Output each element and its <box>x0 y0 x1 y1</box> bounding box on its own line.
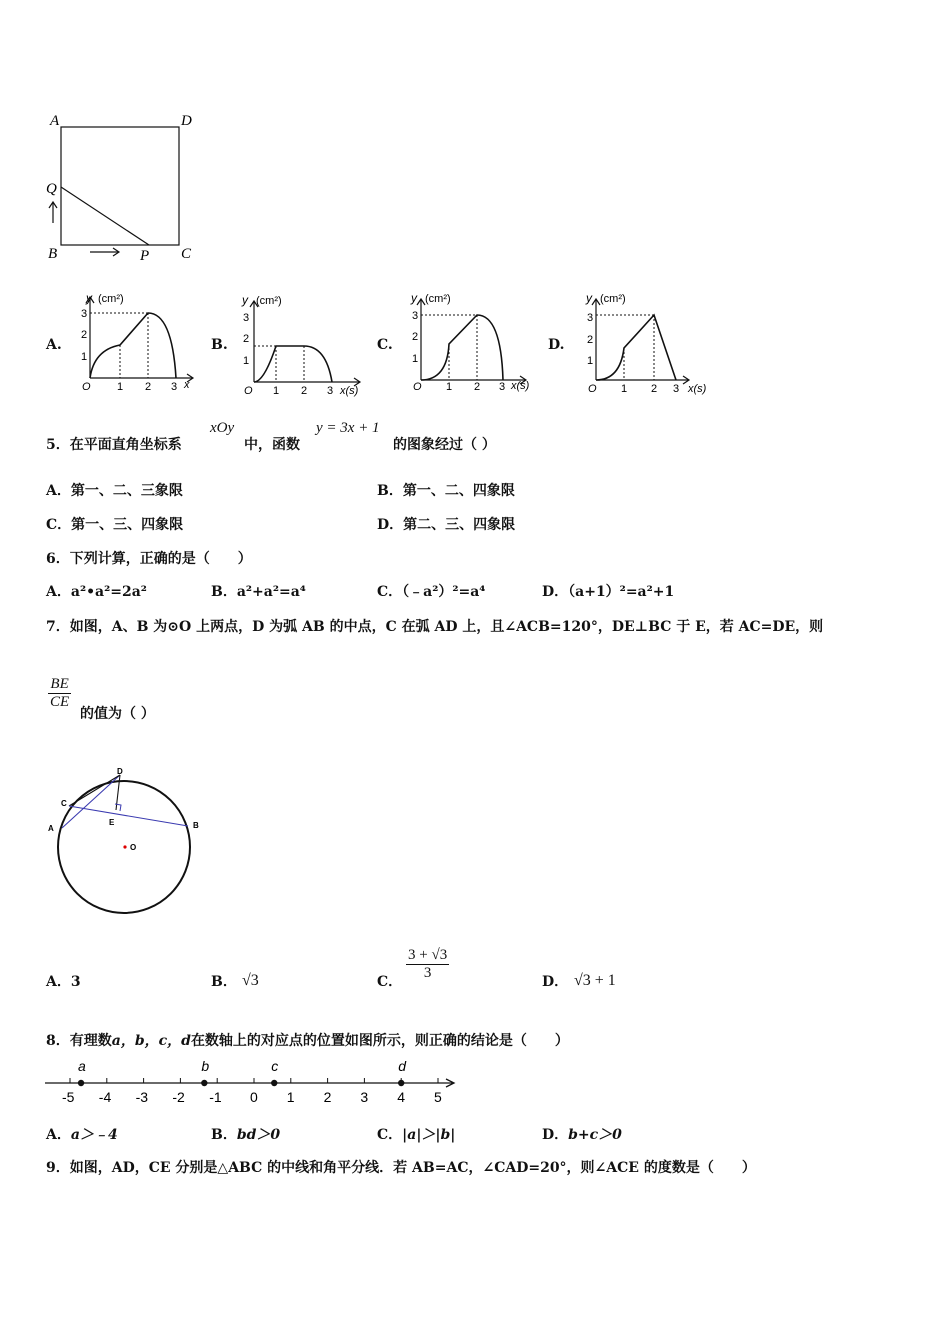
q7-option-a: A．3 <box>46 974 81 990</box>
svg-text:1: 1 <box>243 355 250 367</box>
svg-text:x: x <box>184 379 190 391</box>
svg-text:1: 1 <box>587 355 594 367</box>
svg-text:y: y <box>242 293 248 307</box>
svg-text:1: 1 <box>81 351 88 363</box>
q5-function: y = 3x + 1 <box>316 420 380 436</box>
svg-text:x(s): x(s) <box>688 383 707 395</box>
svg-text:3: 3 <box>81 308 88 320</box>
q5-option-a: A．第一、二、三象限 <box>46 483 183 499</box>
point-d <box>398 1080 404 1086</box>
label-A: A <box>48 824 54 833</box>
svg-text:3: 3 <box>673 383 680 395</box>
q7-circle-figure <box>42 760 222 925</box>
q4-option-d-label: D. <box>548 337 565 353</box>
svg-text:3: 3 <box>171 381 178 393</box>
q7-fraction-num: BE <box>48 676 71 694</box>
tick-label: -3 <box>135 1089 149 1105</box>
q7-stem: 7．如图，A、B 为⊙O 上两点，D 为弧 AB 的中点，C 在弧 AD 上，且∠ACB=120°，DE⊥BC 于 E，若 AC=DE，则 <box>46 619 824 635</box>
q4-option-b-label: B. <box>211 337 228 353</box>
q7-option-b-value: √3 <box>242 972 259 989</box>
q7-frac-suffix: 的值为（ ） <box>80 706 155 722</box>
q4-graph-a <box>72 288 202 396</box>
tick-label: -1 <box>209 1089 222 1105</box>
label-E: E <box>109 818 115 827</box>
svg-text:y: y <box>411 291 417 305</box>
label-D: D <box>181 113 192 129</box>
q5-coord-system: xOy <box>210 420 235 436</box>
svg-text:3: 3 <box>412 310 419 322</box>
q8-option-d: D．b+c＞0 <box>542 1127 622 1143</box>
q8-option-b: B．bd＞0 <box>211 1127 281 1143</box>
svg-text:2: 2 <box>474 381 481 393</box>
svg-text:2: 2 <box>145 381 152 393</box>
q8-stem: 8．有理数a，b，c，d在数轴上的对应点的位置如图所示，则正确的结论是（ ） <box>46 1033 569 1049</box>
label-B: B <box>48 246 58 262</box>
q7-option-c-label: C． <box>377 974 403 990</box>
svg-text:1: 1 <box>273 385 280 397</box>
point-b <box>201 1080 207 1086</box>
q7-fraction-den: CE <box>50 694 70 710</box>
q7-option-d-value: √3 + 1 <box>574 972 616 989</box>
q7-option-b-label: B． <box>211 974 237 990</box>
svg-text:x(s): x(s) <box>511 380 530 392</box>
svg-text:y: y <box>86 291 92 305</box>
tick-label: 5 <box>434 1089 442 1105</box>
svg-text:O: O <box>244 385 253 397</box>
svg-text:(cm²): (cm²) <box>98 293 124 305</box>
svg-text:(cm²): (cm²) <box>600 293 626 305</box>
q7-option-c-fraction: $\frac{3 + √3}{3}$ <box>408 947 448 981</box>
label-Q: Q <box>46 181 57 197</box>
square-abcd <box>61 127 179 245</box>
tick-label: 2 <box>323 1089 332 1105</box>
q6-option-b: B．a²+a²=a⁴ <box>211 584 306 600</box>
point-a <box>78 1080 84 1086</box>
q5-option-d: D．第二、三、四象限 <box>377 517 516 533</box>
tick-label: -2 <box>172 1089 185 1105</box>
q6-stem: 6．下列计算，正确的是（ ） <box>46 551 252 567</box>
q7-fraction <box>48 676 71 711</box>
svg-text:1: 1 <box>446 381 453 393</box>
q5-option-c: C．第一、三、四象限 <box>46 517 184 533</box>
segment-qp <box>61 187 149 245</box>
label-O: O <box>130 843 137 852</box>
q5-middle: 中，函数 <box>244 437 300 453</box>
svg-text:O: O <box>82 381 91 393</box>
q6-option-c: C．（﹣a²）²=a⁴ <box>377 584 486 600</box>
label-C: C <box>181 246 192 262</box>
q8-number-line <box>40 1056 470 1108</box>
q5-prefix: 5．在平面直角坐标系 <box>46 437 182 453</box>
square-figure <box>40 108 210 268</box>
svg-text:O: O <box>413 381 422 393</box>
svg-text:2: 2 <box>301 385 308 397</box>
svg-text:3: 3 <box>587 312 594 324</box>
q6-option-a: A．a²•a²=2a² <box>46 584 147 600</box>
svg-text:1: 1 <box>117 381 124 393</box>
q8-option-c: C．|a|＞|b| <box>377 1127 456 1143</box>
q5-suffix: 的图象经过（ ） <box>393 437 496 453</box>
point-label-c: c <box>271 1058 279 1074</box>
label-B: B <box>193 821 199 830</box>
svg-text:y: y <box>586 291 592 305</box>
svg-text:x(s): x(s) <box>340 385 359 397</box>
svg-text:1: 1 <box>412 353 419 365</box>
label-C: C <box>61 799 67 808</box>
label-D: D <box>117 767 123 776</box>
svg-text:1: 1 <box>621 383 628 395</box>
label-A: A <box>50 113 60 129</box>
point-label-d: d <box>398 1058 406 1074</box>
tick-label: 1 <box>286 1089 295 1105</box>
q4-option-c-label: C. <box>377 337 393 353</box>
tick-label: 0 <box>250 1089 258 1105</box>
svg-text:(cm²): (cm²) <box>256 295 282 307</box>
q8-option-a: A．a＞﹣4 <box>46 1127 118 1143</box>
label-P: P <box>140 248 150 264</box>
tick-label: 4 <box>397 1089 405 1105</box>
q4-graph-d <box>578 288 718 398</box>
svg-text:O: O <box>588 383 597 395</box>
svg-text:2: 2 <box>243 333 250 345</box>
q6-option-d: D．（a+1）²=a²+1 <box>542 584 675 600</box>
tick-label: 3 <box>360 1089 369 1105</box>
svg-text:3: 3 <box>499 381 506 393</box>
svg-text:3: 3 <box>243 312 250 324</box>
tick-label: -4 <box>98 1089 112 1105</box>
svg-text:2: 2 <box>412 331 419 343</box>
point-c <box>271 1080 277 1086</box>
q4-graph-b <box>234 290 374 398</box>
q4-graph-c <box>403 288 543 396</box>
svg-text:2: 2 <box>81 329 88 341</box>
q5-option-b: B．第一、二、四象限 <box>377 483 515 499</box>
svg-text:2: 2 <box>587 334 594 346</box>
svg-text:(cm²): (cm²) <box>425 293 451 305</box>
q7-option-d-label: D． <box>542 974 569 990</box>
q9-stem: 9．如图，AD，CE 分别是△ABC 的中线和角平分线．若 AB=AC，∠CAD=20°，则∠ACE 的度数是（ ） <box>46 1160 756 1176</box>
point-label-b: b <box>201 1058 210 1074</box>
q4-option-a-label: A. <box>46 337 62 353</box>
point-label-a: a <box>78 1058 86 1074</box>
svg-text:3: 3 <box>327 385 334 397</box>
svg-text:2: 2 <box>651 383 658 395</box>
tick-label: -5 <box>62 1089 75 1105</box>
